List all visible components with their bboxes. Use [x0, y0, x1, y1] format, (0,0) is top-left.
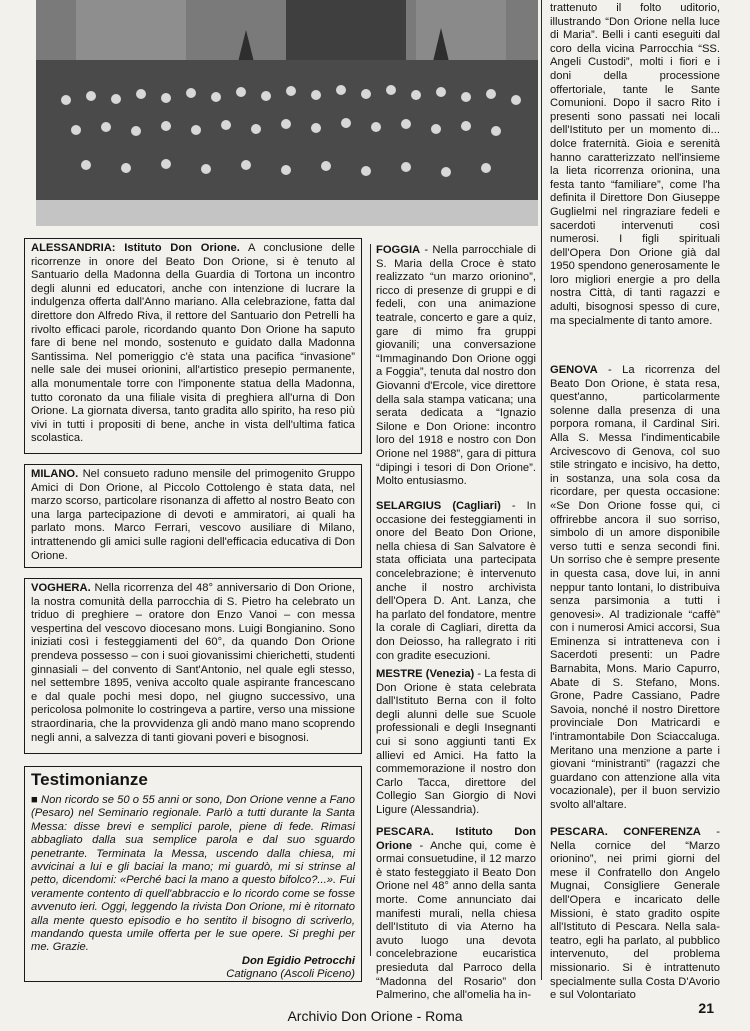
- article-head: GENOVA: [550, 364, 598, 376]
- article-text: - Nella parrocchiale di S. Maria della Croce è stato realizzato “un marzo orionino”, ricco di presenze di gruppi e di fedeli, con una animazione teatrale, concerto e gare a quiz, gare di mimo fra gruppi giovanili; una conversazione “Immaginando Don Orione oggi a Foggia”, tenuta dal nostro don Giovanni d'Ercole, vice direttore della sala stampa vaticana; una serata dedicata a “Ignazio Silone e Don Orione: incontro loro del 1918 e nostro con Don Orione nel 1988”, gara di pittura “dipingi i tesori di Don Orione”. Molto entusiasmo.: [376, 244, 536, 488]
- article-text: Nella ricorrenza del 48° anniversario di Don Orione, la nostra comunità della parrocchia di S. Pietro ha celebrato un triduo di preghiere – oratore don Enzo Vanoi – con messa vespertina del vescovo diocesano mons. Luigi Bongianino. Sono iniziati così i festeggiamenti del 60°, da quando Don Orione prendeva possesso – con i suoi giovanissimi chierichetti, studenti ginnasiali – del convento di Sant'Antonio, nel quale egli stesso, nel settembre 1895, veniva accolto quale aspirante francescano e dal quale pochi mesi dopo, nel giugno successivo, una pericolosa polmonite lo costringeva a partire, verso una missione straordinaria, che la provvidenza gli andò mano mano scoprendo negli anni, a salvezza di tanti giovani poveri e bisognosi.: [31, 582, 355, 744]
- page-number: 21: [698, 1000, 714, 1016]
- article-text: - La ricorrenza del Beato Don Orione, è stata resa, quest'anno, particolarmente solenne dalla presenza di una porpora romana, il Cardinal Siri. Alla S. Messa l'indimenticabile Arcivescovo di Genova, col suo stile stringato e incisivo, ha detto, in sostanza, una sola cosa da ricordare, per questa occasione: «Se Don Orione fosse qui, ci offrirebbe ancora il suo sorriso, simbolo di un amore disponibile verso tutti e senza secondi fini. Un sorriso che è sempre presente in questa casa, dove lui, in anni neppur tanto lontani, lo distribuiva senza parsimonia a tutti i genovesi». Al tradizionale “caffè” con i numerosi Amici accorsi, Sua Eminenza si intratteneva con i Sacerdoti presenti: un Padre Barnabita, Mons. Mario Capurro, Abate di S. Stefano, Mons. Grone, Padre Cassiano, Padre Savoia, nonché il nostro Direttore provinciale Don Matricardi e l'intramontabile Don Sciaccaluga. Meritano una menzione a parte i giovani “ministranti” (ragazzi che guardano con attenzione alla vita vocazionale), per il buon servizio svolto all'altare.: [550, 364, 720, 811]
- article-alessandria: [24, 238, 362, 454]
- column-rule: [541, 0, 542, 980]
- article-selargius: [376, 500, 536, 662]
- article-head: MILANO.: [31, 468, 79, 480]
- group-photo-illustration: [36, 0, 538, 226]
- article-head: VOGHERA.: [31, 582, 91, 594]
- article-text: - La festa di Don Orione è stata celebrata dall'Istituto Berna con il folto degli alunni delle sue Scuole professionali e degli Insegnanti cui si sono aggiunti tanti Ex allievi ed Amici. Ha fatto la commemorazione il nostro don Carlo Tacca, direttore del Collegio San Giorgio di Novi Ligure (Alessandria).: [376, 668, 536, 816]
- article-head: FOGGIA: [376, 244, 421, 256]
- article-text: Nel consueto raduno mensile del primogenito Gruppo Amici di Don Orione, al Piccolo Cottolengo è stata data, nel marzo scorso, particolare risonanza di affetto al nostro Beato con una larga partecipazione di devoti e ammiratori, ai quali ha parlato mons. Marco Ferrari, vescovo ausiliare di Milano, intrattenendo gli amici sulle ragioni dell'efficacia educativa di Don Orione.: [31, 468, 355, 562]
- article-voghera: [24, 578, 362, 754]
- archive-footer: Archivio Don Orione - Roma: [287, 1008, 463, 1024]
- article-head: ALESSANDRIA: Istituto Don Orione.: [31, 242, 240, 254]
- article-genova: [550, 364, 720, 816]
- article-head: MESTRE (Venezia): [376, 668, 475, 680]
- article-text: - Anche qui, come è ormai consuetudine, il 12 marzo è stato festeggiato il Beato Don Orione nel 48° anno della santa morte. Come annunciato dai manifesti murali, nella chiesa dell'Istituto di via Aterno ha avuto luogo una devota concelebrazione eucaristica presieduta dal Parroco della “Madonna del Rosario” don Palmerino, che all'omelia ha in-: [376, 839, 536, 1002]
- article-text: A conclusione delle ricorrenze in onore del Beato Don Orione, si è tenuto al Santuario della Madonna della Guardia di Tortona un incontro degli alunni ed educatori, anche con intenzione di lucrare la indulgenza offerta dall'Anno mariano. Alla celebrazione, fatta dal direttore don Alfredo Riva, il rettore del Santuario don Petrelli ha rivolto efficaci parole, ricordando quanto Don Orione ha saputo fare di bene nel mondo, sostenuto e guidato dalla Madonna Santissima. Nel pomeriggio c'è stata una pacifica “invasione” nelle sale dei musei orionini, all'artistico presepio permanente, alla monumentale torre con l'imponente statua della Madonna, tutto coronato da una filiale visita di preghiera all'urna di Don Orione. La giornata diversa, tanto gradita allo spirito, ha reso più vivi in tutti i propositi di bene, anche in vista dell'ultima fatica scolastica.: [31, 242, 355, 445]
- article-head: PESCARA. CONFERENZA: [550, 826, 701, 838]
- testimonianze-title: Testimonianze: [31, 770, 148, 789]
- article-pescara: [376, 826, 536, 1002]
- group-photo: [36, 0, 538, 226]
- article-head: PESCARA. Istituto Don Orione: [376, 826, 536, 852]
- article-foggia: [376, 244, 536, 488]
- bullet-icon: ■: [31, 794, 42, 806]
- testimonianze-place: Catignano (Ascoli Piceno): [226, 968, 355, 981]
- article-text: - Nella cornice del “Marzo orionino”, nei primi giorni del mese il Confratello don Angelo Mugnai, Consigliere Generale dell'Opera e incaricato delle Missioni, è stato gradito ospite all'Istituto di Pescara. Nella sala-teatro, egli ha parlato, al pubblico intervenuto, del problema missionario. Si è intrattenuto specialmente sulla Costa D'Avorio e sul Volontariato: [550, 826, 720, 1002]
- article-milano: [24, 464, 362, 568]
- article-mestre: [376, 668, 536, 814]
- article-head: SELARGIUS (Cagliari): [376, 500, 501, 512]
- article-text: Non ricordo se 50 o 55 anni or sono, Don Orione venne a Fano (Pesaro) nel Seminario regionale. Parlò a tutti durante la Santa Messa: disse brevi e semplici parole, piene di fede. Rimasi abbagliato dalla sua semplice parola e dal suo sguardo penetrante. Terminata la Messa, uscendo dalla chiesa, mi avvicinai a lui e gli baciai la mano; mi guardò, mi si strinse al petto, dicendomi: «Perché baci la mano a questo bifolco?...». Fui veramente contento di quell'abbraccio e lo ricordo come se fosse avvenuto ieri. Oggi, leggendo la rivista Don Orione, mi è ritornato alla mente questo episodio e ho sentito il bisogno di scriverlo, mandando questa umile offerta per le sue opere. Si preghi per me. Grazie.: [31, 794, 355, 954]
- article-text: - In occasione dei festeggiamenti in onore del Beato Don Orione, nella chiesa di San Salvatore è stata officiata una partecipata concelebrazione; è intervenuto anche il nostro archivista dell'Opera D. Ant. Lanza, che ha parlato del fondatore, mentre la corale di Cagliari, diretta da don Deiosso, ha rallegrato i riti con gradite esecuzioni.: [376, 500, 536, 662]
- column-rule: [370, 244, 371, 956]
- testimonianze-signature: Don Egidio Petrocchi: [241, 954, 355, 967]
- article-pescara-continued: [550, 2, 720, 358]
- article-testimonianze: [24, 766, 362, 982]
- article-pescara-conferenza: [550, 826, 720, 1002]
- article-text: trattenuto il folto uditorio, illustrando “Don Orione nella luce di Maria”. Belli i canti eseguiti dal coro della vicina Parrocchia “SS. Angeli Custodi”, molti i fiori e i doni della processione offertoriale, tante le Sante Comunioni. Dopo il sacro Rito i presenti sono passati nei locali dell'Istituto per un momento di... dolce fraternità. Gioia e serenità hanno caratterizzato nell'insieme la lieta ricorrenza orionina, una festa tanto “familiare”, come l'ha definita il Direttore Don Giuseppe Guglielmi nel ringraziare fedeli e sacerdoti intervenuti così numerosi. I figli spirituali dell'Opera Don Orione già dal 1950 spendono generosamente le loro migliori energie a pro della nostra Città, di tanti ragazzi e adulti, bisognosi spesso di cure, ma specialmente di tanto amore.: [550, 2, 720, 327]
